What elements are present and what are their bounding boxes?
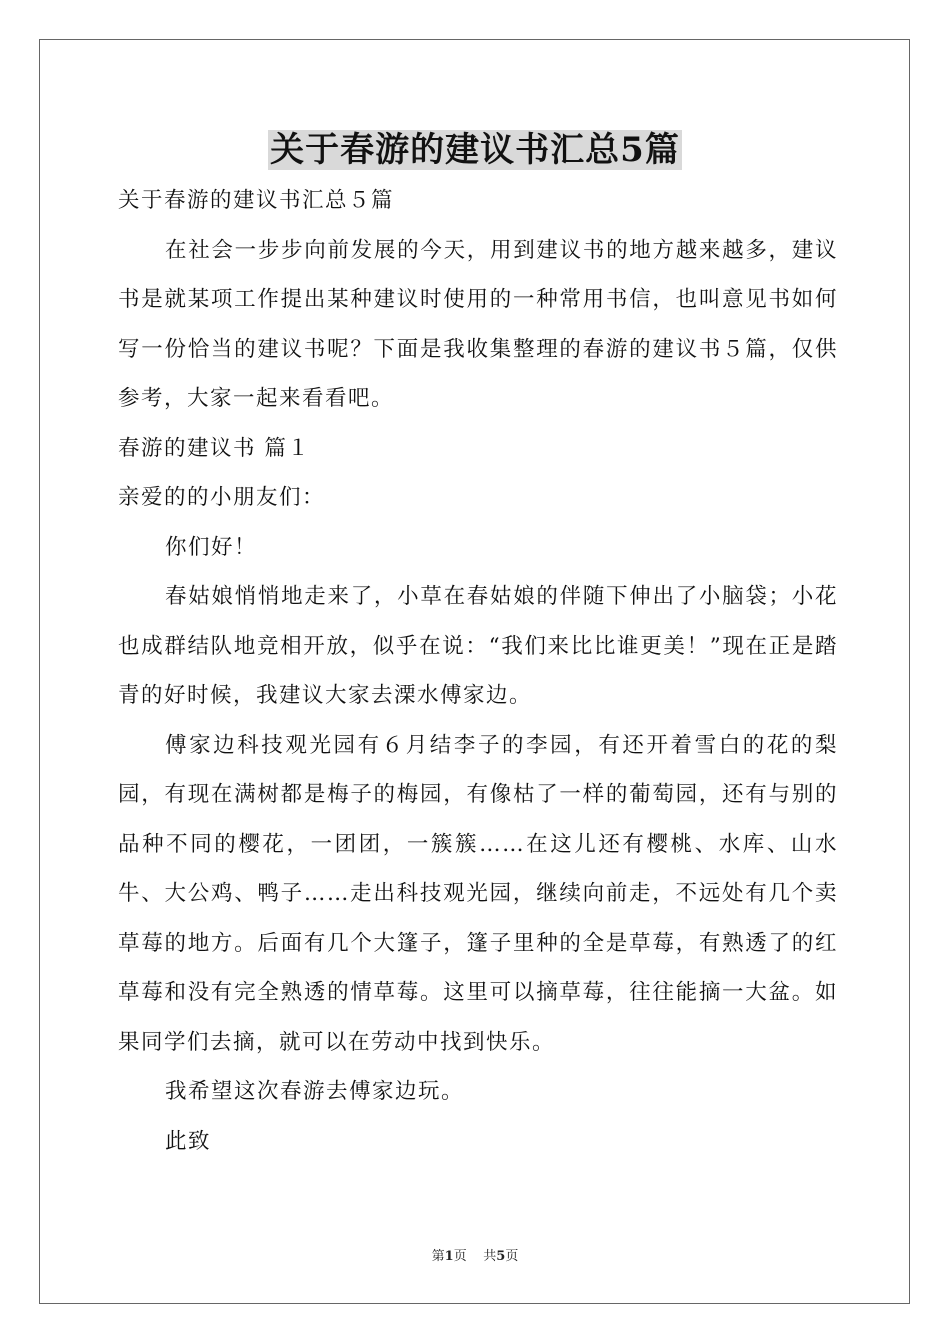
total-pages: 5 <box>496 1249 506 1264</box>
document-title-text: 关于春游的建议书汇总5篇 <box>270 130 680 170</box>
body-paragraph: 在社会一步步向前发展的今天，用到建议书的地方越来越多，建议书是就某项工作提出某种建议时使用的一种常用书信，也叫意见书如何写一份恰当的建议书呢？下面是我收集整理的春游的建议书５篇，仅供参考，大家一起来看看吧。 <box>118 237 838 411</box>
page-label-suffix: 页 <box>453 1249 467 1264</box>
greeting: 你们好！ <box>165 534 258 560</box>
total-label-suffix: 页 <box>505 1249 519 1264</box>
page-label-prefix: 第 <box>431 1249 445 1264</box>
salutation: 亲爱的的小朋友们： <box>118 485 326 510</box>
body-paragraph: 春姑娘悄悄地走来了，小草在春姑娘的伴随下伸出了小脑袋；小花也成群结队地竞相开放，似乎在说：“我们来比比谁更美！”现在正是踏青的好时候，我建议大家去溧水傅家边。 <box>118 584 838 708</box>
body-paragraph: 傅家边科技观光园有６月结李子的李园，有还开着雪白的花的梨园，有现在满树都是梅子的梅园，有像枯了一样的葡萄园，还有与别的品种不同的樱花，一团团，一簇簇……在这儿还有樱桃、水库、山水牛、大公鸡、鸭子……走出科技观光园，继续向前走，不远处有几个卖草莓的地方。后面有几个大篷子，篷子里种的全是草莓，有熟透了的红草莓和没有完全熟透的情草莓。这里可以摘草莓，往往能摘一大盆。如果同学们去摘，就可以在劳动中找到快乐。 <box>118 732 838 1055</box>
page-number: 1 <box>444 1249 454 1264</box>
document-title <box>0 128 950 172</box>
body-paragraph: 我希望这次春游去傅家边玩。 <box>165 1079 465 1104</box>
document-body <box>118 176 838 1166</box>
body-paragraph: 关于春游的建议书汇总５篇 <box>118 188 395 213</box>
total-label-prefix: 共 <box>483 1249 497 1264</box>
page-footer <box>0 1248 950 1266</box>
closing-phrase: 此致 <box>165 1128 212 1154</box>
section-heading: 春游的建议书 篇１ <box>118 435 311 461</box>
